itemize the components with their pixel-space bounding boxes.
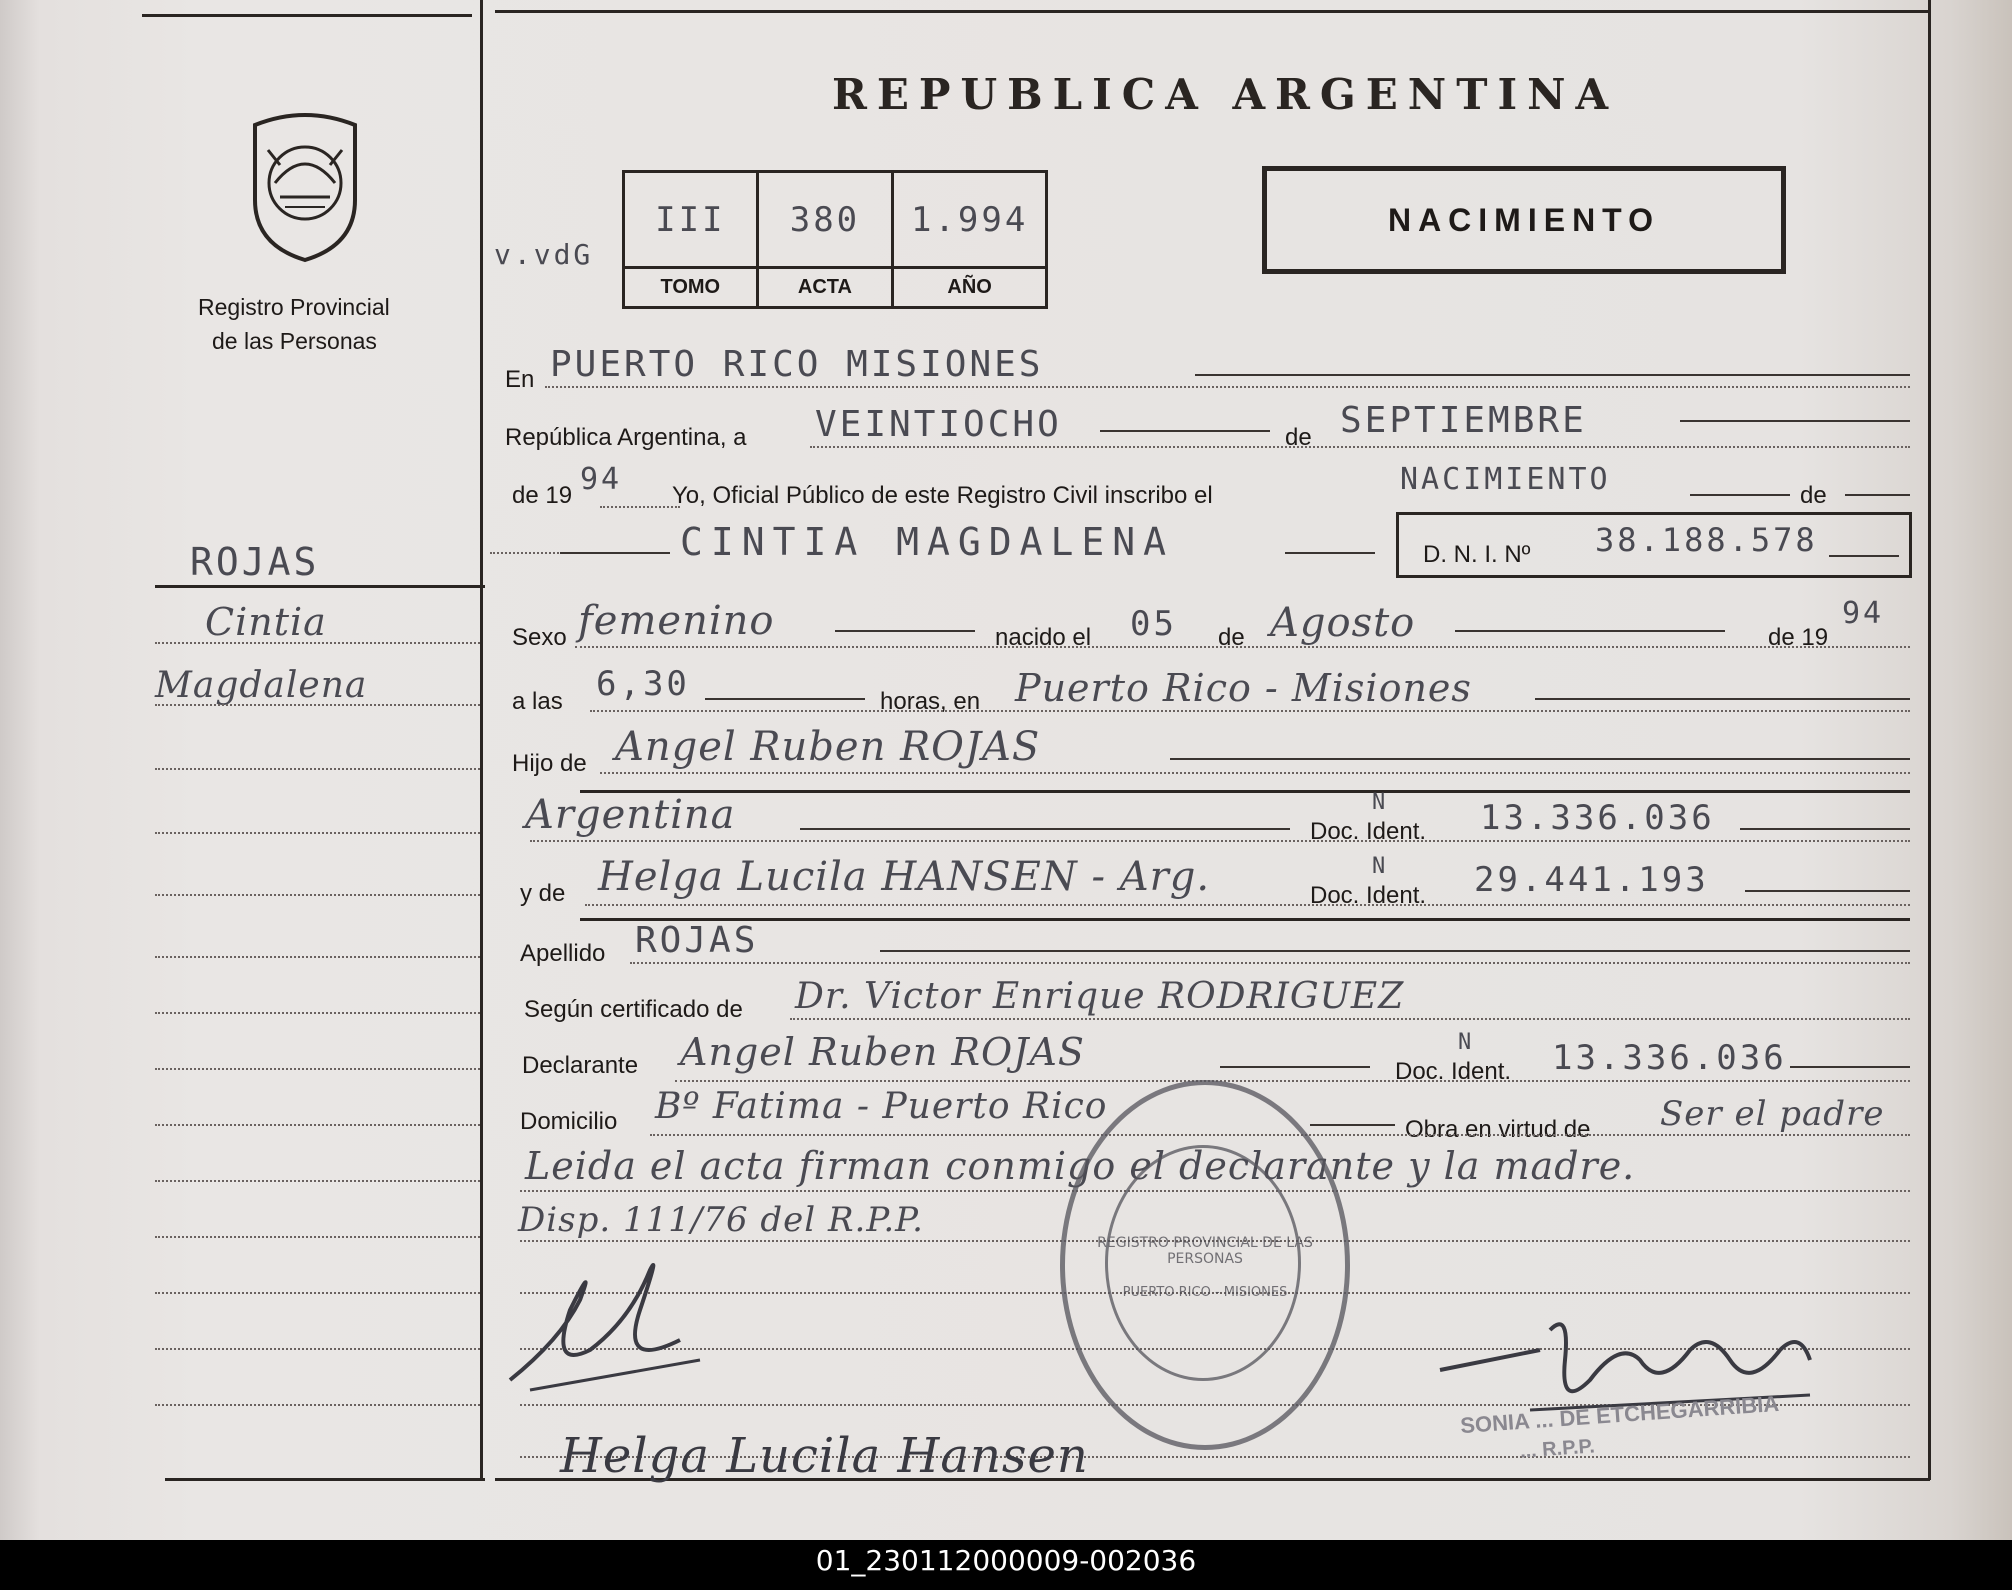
margin-top-rule [142,14,472,17]
right-border [1928,0,1931,1480]
obra-label: Obra en virtud de [1405,1116,1591,1143]
declarante-value: Angel Ruben ROJAS [680,1030,1085,1074]
obra-value: Ser el padre [1660,1094,1885,1134]
margin-dotline [155,642,480,644]
domicilio-label: Domicilio [520,1108,618,1135]
doc-label-2: Doc. Ident. [1310,882,1427,909]
form-dotline [810,446,1910,448]
margin-dotline [155,1124,480,1126]
margin-dotline [155,1068,480,1070]
registry-name-line1: Registro Provincial [198,294,390,320]
apellido-value: ROJAS [635,920,759,961]
fill-line [705,698,865,700]
declarante-doc-value: 13.336.036 [1552,1038,1787,1078]
fill-line [1455,630,1725,632]
hijo-label: Hijo de [512,750,587,777]
margin-dotline [155,1404,480,1406]
mother-signature: Helga Lucila Hansen [560,1428,1089,1484]
fill-line [1100,430,1270,432]
fill-line [1845,494,1910,496]
birth-time-value: 6,30 [596,664,690,704]
de19b-label: de 19 [1768,624,1829,651]
fill-line [835,630,975,632]
father-name-value: Angel Ruben ROJAS [615,724,1041,770]
notes-line-2: Disp. 111/76 del R.P.P. [518,1200,924,1240]
mother-doc-value: 29.441.193 [1474,860,1709,900]
doc-label: Doc. Ident. [1310,818,1427,845]
main-top-rule [495,10,1930,13]
fill-line [800,828,1290,830]
dni-value: 38.188.578 [1595,521,1818,559]
stamp-text-2: PUERTO RICO - MISIONES [1122,1285,1288,1300]
form-dotline [600,772,1910,774]
form-dotline [585,904,1910,906]
fill-line [1690,494,1790,496]
form-dotline [590,710,1910,712]
form-dotline [675,1080,1910,1082]
margin-surname: ROJAS [190,540,320,584]
domicilio-value: Bº Fatima - Puerto Rico [655,1086,1108,1127]
official-stamp-line2: ... R.P.P. [1519,1435,1596,1463]
mother-name-value: Helga Lucila HANSEN - Arg. [598,854,1211,900]
margin-dotline [155,1180,480,1182]
doc-n-mark-3: N [1458,1030,1475,1055]
birth-place-value: Puerto Rico - Misiones [1015,666,1472,710]
fill-line [1680,420,1910,422]
fill-line [1195,374,1910,376]
doc-n-mark-2: N [1372,854,1389,879]
doc-label-3: Doc. Ident. [1395,1058,1512,1085]
fill-line [1829,555,1899,557]
fill-line [1740,828,1910,830]
place-value: PUERTO RICO MISIONES [550,344,1044,385]
birth-year-short-value: 94 [1842,596,1885,631]
country-title: REPUBLICA ARGENTINA [832,70,1619,119]
acta-value: 380 [789,199,861,240]
day-words-value: VEINTIOCHO [815,404,1062,445]
fill-line [1220,1066,1370,1068]
apellido-label: Apellido [520,940,606,967]
form-dotline [530,840,1910,842]
margin-dotline [155,894,480,896]
declarante-label: Declarante [522,1052,639,1079]
form-dotline [790,1018,1910,1020]
notes-line-1: Leida el acta firman conmigo el declarante y la madre. [525,1144,1636,1188]
ano-label: AÑO [947,276,992,298]
fill-line [880,950,1910,952]
year-short-value: 94 [580,462,623,497]
margin-dotline [155,956,480,958]
act-type-box [1262,166,1786,274]
nacido-label: nacido el [995,624,1092,651]
yo-oficial-text: Yo, Oficial Público de este Registro Civil inscribo el [672,482,1213,509]
margin-given-name-1: Cintia [205,600,327,644]
reference-note: v.vdG [494,238,594,271]
birth-day-value: 05 [1130,604,1177,644]
de2-label: de [1800,482,1827,509]
fill-line [1790,1066,1910,1068]
margin-dotline [155,1236,480,1238]
margin-dotline [155,704,480,706]
official-stamp-line1: SONIA ... DE ETCHEGARRIBIA [1459,1390,1780,1439]
tomo-value: III [655,199,726,240]
declarant-signature-icon [500,1240,730,1400]
father-nationality-value: Argentina [525,792,736,838]
margin-dotline [155,1292,480,1294]
acta-label: ACTA [797,276,852,298]
de19-label: de 19 [512,482,573,509]
fill-line [1310,1124,1395,1126]
act-type-label: NACIMIENTO [1387,202,1661,238]
provincial-seal [240,105,370,265]
sexo-value: femenino [578,598,775,644]
inscribed-act-value: NACIMIENTO [1400,462,1611,497]
form-dotline [600,506,680,508]
fill-line [1285,552,1375,554]
yde-label: y de [520,880,566,907]
margin-dotline [155,832,480,834]
margin-dotline [155,1348,480,1350]
form-dotline [575,646,1910,648]
margin-dotline [155,768,480,770]
certificado-value: Dr. Victor Enrique RODRIGUEZ [795,976,1405,1017]
month-value: SEPTIEMBRE [1340,400,1587,441]
image-code: 01_230112000009-002036 [815,1544,1197,1577]
fill-line [1535,698,1910,700]
image-code-footer [0,1540,2012,1590]
section-rule [580,790,1910,793]
form-dotline [545,386,1910,388]
dni-box [1396,512,1912,578]
republica-label: República Argentina, a [505,424,747,451]
sexo-label: Sexo [512,624,567,651]
alas-label: a las [512,688,563,715]
full-name-value: CINTIA MAGDALENA [680,520,1175,564]
registry-name-line2: de las Personas [212,328,377,354]
fill-line [560,552,670,554]
birth-month-value: Agosto [1270,600,1416,646]
margin-given-name-2: Magdalena [155,665,368,706]
en-label: En [505,366,535,393]
de3-label: de [1218,624,1245,651]
father-doc-value: 13.336.036 [1480,798,1715,838]
fill-line [1745,890,1910,892]
stamp-text-1: REGISTRO PROVINCIAL DE LAS PERSONAS [1097,1235,1313,1267]
margin-dotline [155,1012,480,1014]
registry-round-stamp [1060,1080,1350,1450]
section-rule [580,918,1910,921]
fill-line [1170,758,1910,760]
form-dotline [630,962,1910,964]
margin-name-rule [155,585,485,588]
dni-label: D. N. I. Nº [1423,541,1531,568]
de-label: de [1285,424,1312,451]
horas-label: horas, en [880,688,981,715]
ano-value: 1.994 [910,199,1029,240]
register-box [622,170,1048,309]
tomo-label: TOMO [660,276,721,298]
margin-bottom-rule [165,1478,485,1481]
certificado-label: Según certificado de [524,996,743,1023]
column-separator [480,0,483,1480]
misiones-coat-of-arms-icon [240,105,370,265]
doc-n-mark: N [1372,790,1389,815]
